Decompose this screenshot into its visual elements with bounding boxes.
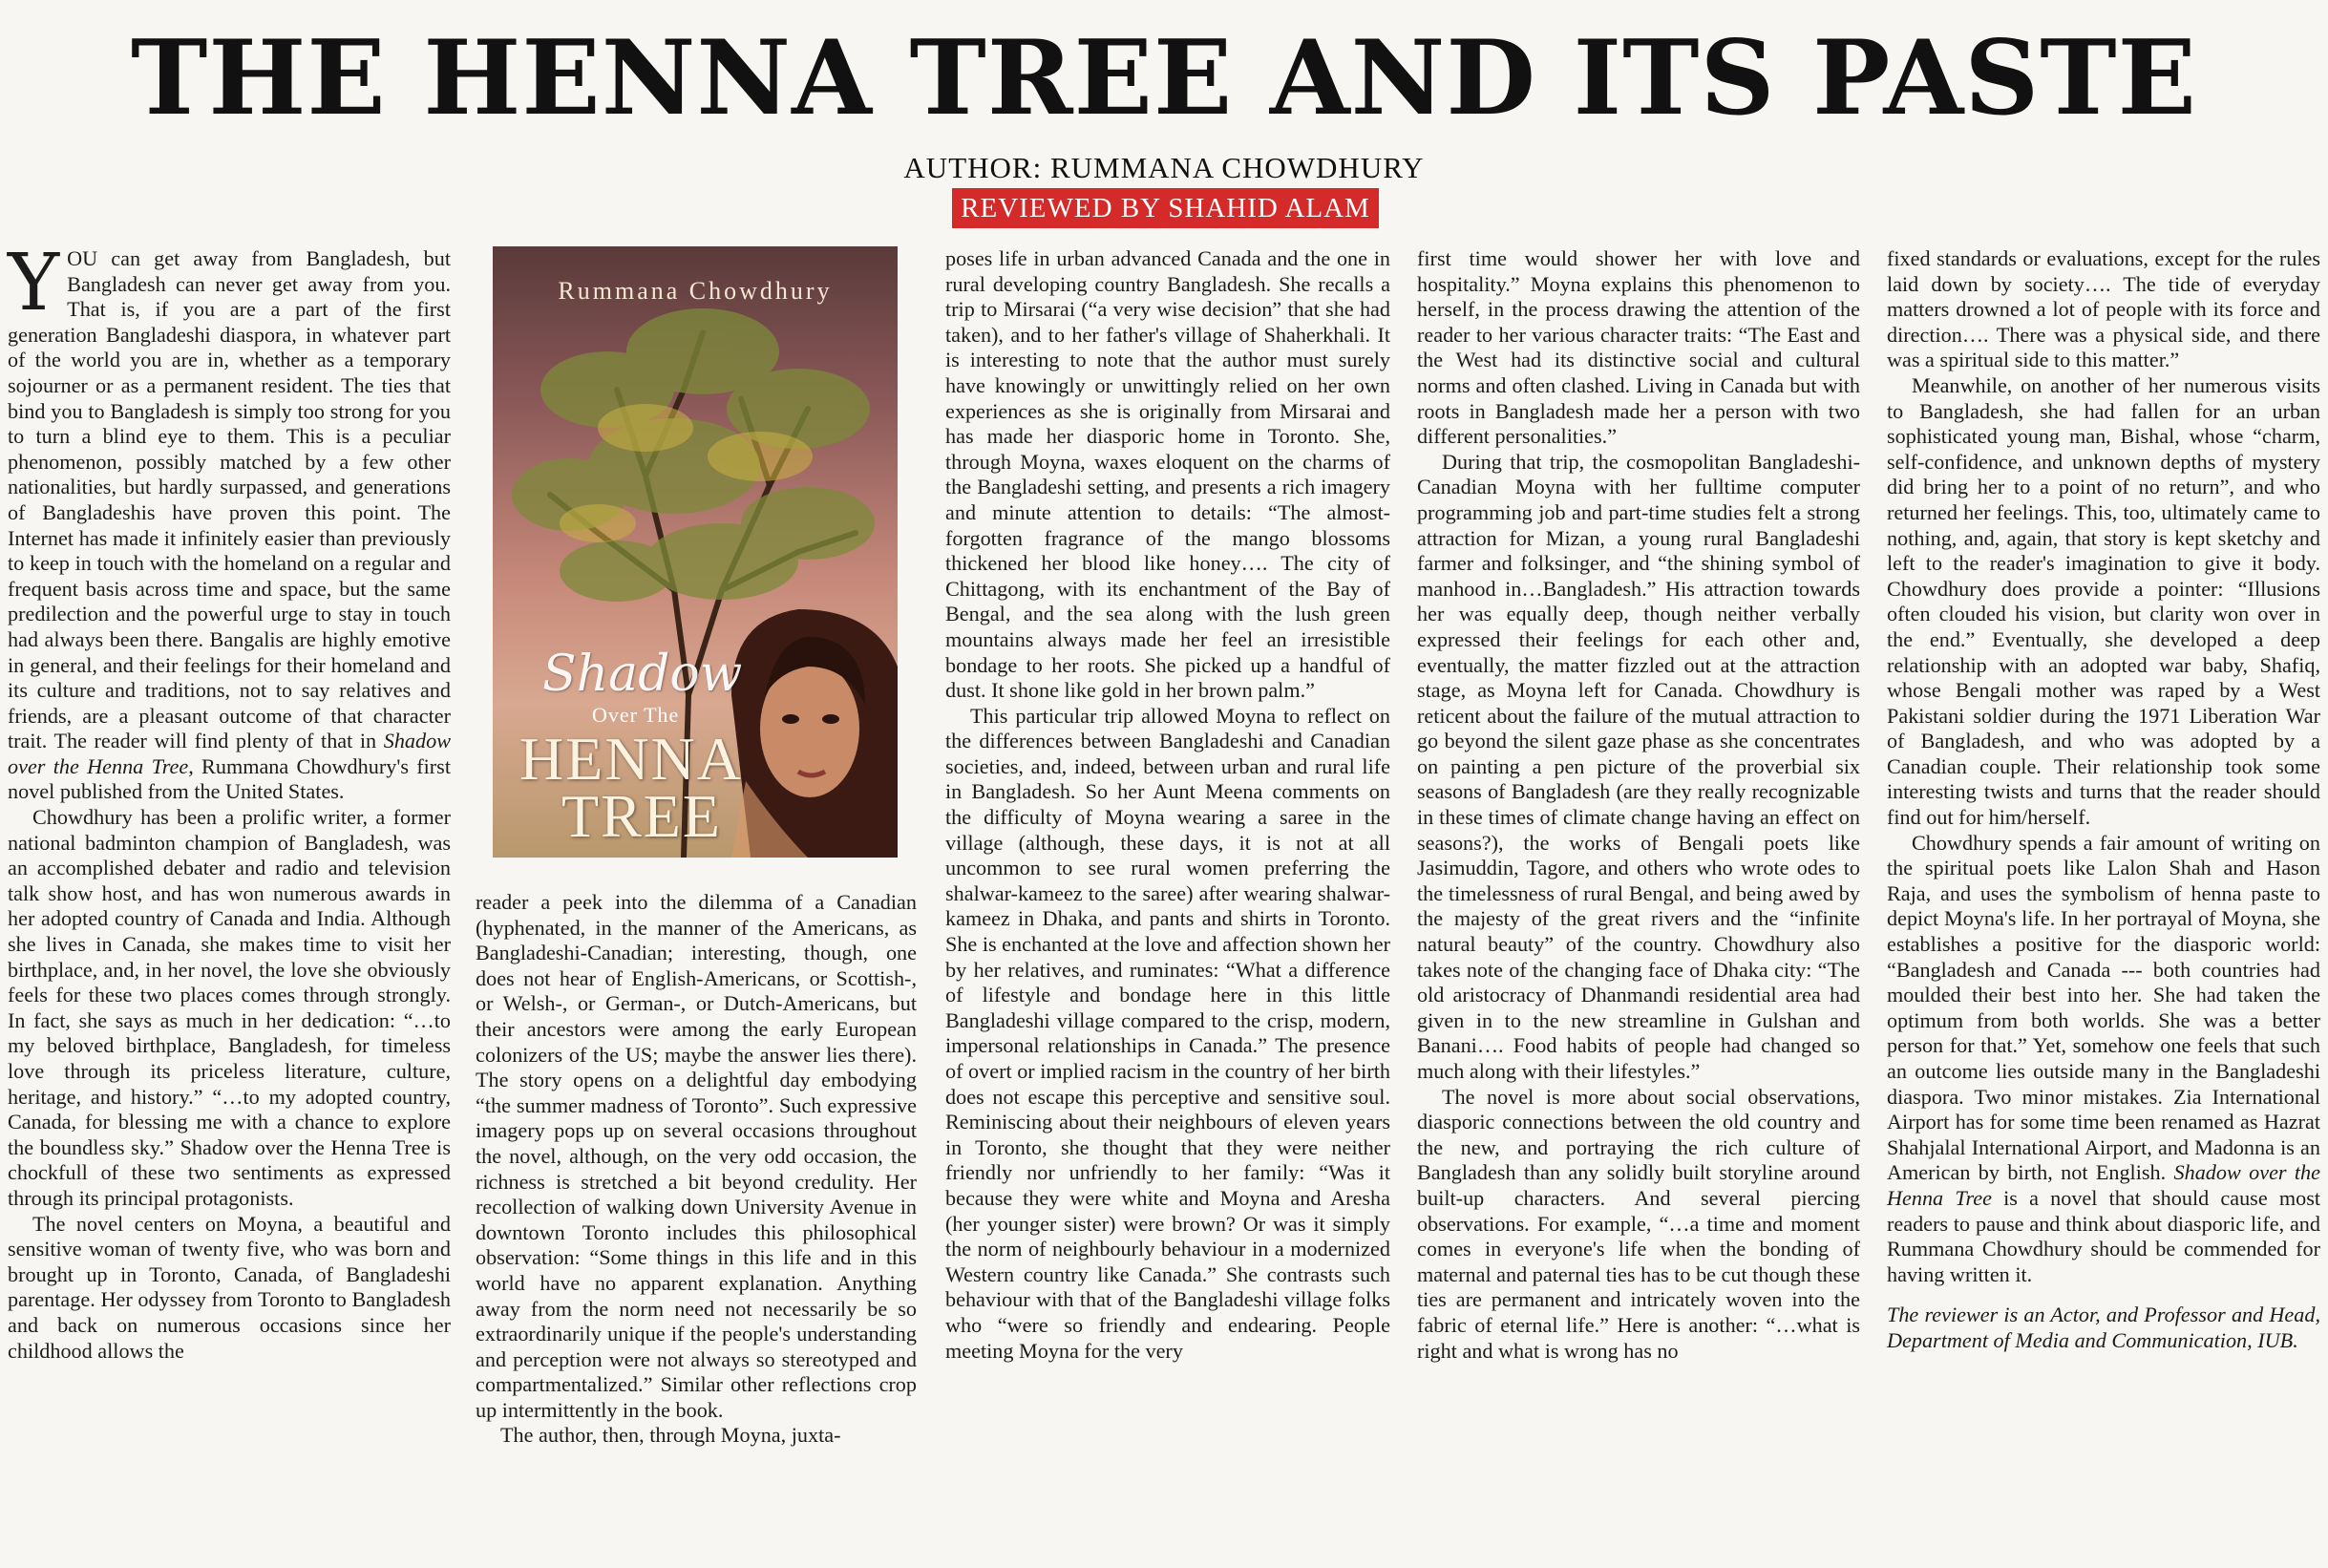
paragraph: Chowdhury has been a prolific writer, a former national badminton champion of Bangladesh, was an accomplished debater and radio and television talk show host, and has won numerous awards in her adopted country of Canada and India. Although she lives in Canada, she makes time to visit her birthplace, and, in her novel, the love she obviously feels for these two places comes through strongly. In fact, she says as much in her dedication: “…to my beloved birthplace, Bangladesh, for timeless love through its priceless literature, culture, heritage, and history.” “…to my adopted country, Canada, for blessing me with a chance to explore the boundless sky.” Shadow over the Henna Tree is chockfull of these two sentiments as expressed through its principal protagonists. — [8, 805, 451, 1210]
reviewer-badge: REVIEWED BY SHAHID ALAM — [952, 188, 1379, 228]
cover-author: Rummana Chowdhury — [558, 277, 833, 305]
author-line: AUTHOR: RUMMANA CHOWDHURY — [903, 151, 1425, 184]
paragraph: During that trip, the cosmopolitan Bangladeshi-Canadian Moyna with her fulltime computer programming job and part-time studies felt a strong attraction for Mizan, a young rural Bangladeshi farmer and folksinger, and “the shining symbol of manhood in…Bangladesh.” His attraction towards her was equally deep, though neither verbally expressed their feelings for each other and, eventually, the matter fizzled out at the attraction stage, as Moyna left for Canada. Chowdhury is reticent about the failure of the mutual attraction to go beyond the silent gaze phase as she concentrates on painting a pen picture of the proverbial six seasons of Bangladesh (are they really recognizable in these times of climate change having an effect on seasons?), the works of Bengali poets like Jasimuddin, Tagore, and others who wrote odes to the timelessness of rural Bengal, and being awed by the majesty of the great rivers and the “infinite natural beauty” of the country. Chowdhury also takes note of the changing face of Dhaka city: “The old aristocracy of Dhanmandi residential area had given in to the new streamline in Gulshan and Banani…. Food habits of people had changed so much along with their lifestyles.” — [1417, 449, 1860, 1083]
paragraph: The author, then, through Moyna, juxta- — [500, 1423, 841, 1448]
paragraph: fixed standards or evaluations, except for the rules laid down by society…. The tide of everyday matters drowned a lot of people with its force and direction…. There was a physical side, and there was a spiritual side to this matter.” — [1887, 246, 2320, 372]
cover-title-tree: TREE — [561, 782, 722, 850]
paragraph: The novel centers on Moyna, a beautiful and sensitive woman of twenty five, who was born and brought up in Toronto, Canada, of Bangladeshi parentage. Her odyssey from Toronto to Bangladesh and back on numerous occasions since her childhood allows the — [8, 1211, 451, 1363]
paragraph: YOU can get away from Bangladesh, but Bangladesh can never get away from you. That is, if you are a part of the first generation Bangladeshi diaspora, in whatever part of the world you are in, whether as a temporary sojourner or as a permanent resident. The ties that bind you to Bangladesh is simply too strong for you to turn a blind eye to them. This is a peculiar phenomenon, possibly matched by a few other nationalities, but hardly surpassed, and generations of Bangladeshis have proven this point. The Internet has made it infinitely easier than previously to keep in touch with the homeland on a regular and frequent basis across time and space, but the same predilection and the powerful urge to stay in touch had always been there. Bangalis are highly emotive in general, and their feelings for their homeland and its culture and traditions, not to say relatives and friends, are a pleasant outcome of that character trait. The reader will find plenty of that in Shadow over the Henna Tree, Rummana Chowdhury's first novel published from the United States. — [8, 238, 451, 804]
cover-title-over-the: Over The — [592, 703, 680, 727]
paragraph: Chowdhury spends a fair amount of writing on the spiritual poets like Lalon Shah and Hason Raja, and uses the symbolism of henna paste to depict Moyna's life. In her portrayal of Moyna, she establishes a positive for the diasporic world: “Bangladesh and Canada --- both countries had moulded their best into her. She had taken the optimum from both worlds. She was a better person for that.” Yet, somehow one feels that such an outcome lies outside many in the Bangladeshi diaspora. Two minor mistakes. Zia International Airport has for some time been renamed as Hazrat Shahjalal International Airport, and Madonna is an American by birth, not English. Shadow over the Henna Tree is a novel that should cause most readers to pause and think about diasporic life, and Rummana Chowdhury should be commended for having written it. — [1887, 830, 2320, 1286]
reviewer-credit: The reviewer is an Actor, and Professor and Head, Department of Media and Communication, IUB. — [1887, 1303, 2320, 1352]
column-2 — [476, 890, 917, 1449]
book-title: Shadow over the Henna Tree — [1887, 1160, 2320, 1210]
paragraph: Meanwhile, on another of her numerous visits to Bangladesh, she had fallen for an urban sophisticated young man, Bishal, whose “charm, self-confidence, and unknown depths of mystery did bring her to a point of no return”, and who returned her feelings. This, too, ultimately came to nothing, and, again, that story is kept sketchy and left to the reader's imagination to give it body. Chowdhury does provide a pointer: “Illusions often clouded his vision, but clarity won over in the end.” Eventually, she developed a deep relationship with an adopted war baby, Shafiq, whose Bengali mother was raped by a West Pakistani soldier during the 1971 Liberation War of Bangladesh, and who was adopted by a Canadian couple. Their relationship took some interesting twists and turns that the reader should find out for him/herself. — [1887, 372, 2320, 830]
column-5 — [1887, 246, 2320, 1354]
paragraph: The novel is more about social observations, diasporic connections between the old country and the new, and portraying the rich culture of Bangladesh than any solidly built storyline around built-up characters. And several piercing observations. For example, “…a time and moment comes in everyone's life when the bonding of maternal and paternal ties has to be cut though these ties are permanent and intricately woven into the fabric of eternal life.” Here is another: “…what is right and what is wrong has no — [1417, 1084, 1860, 1363]
paragraph: This particular trip allowed Moyna to reflect on the differences between Bangladeshi and Canadian societies, and, indeed, between urban and rural life in Bangladesh. So her Aunt Meena comments on the difficulty of Moyna wearing a saree in the village (although, these days, it is not at all uncommon to see rural women preferring the shalwar-kameez to the saree) after wearing shalwar-kameez in Dhaka, and pants and shirts in Toronto. She is enchanted at the love and affection shown her by her relatives, and ruminates: “What a difference of lifestyle and bondage here in this little Bangladeshi village compared to the crisp, modern, impersonal relationships in Canada.” The presence of overt or implied racism in the country of her birth does not escape this perceptive and sensitive soul. Reminiscing about their neighbours of eleven years in Toronto, she thought that they were neither friendly nor unfriendly to her family: “Was it because they were white and Moyna and Aresha (her younger sister) were brown? Or was it simply the norm of neighbourly behaviour in a modernized Western country like Canada.” She contrasts such behaviour with that of the Bangladeshi village folks who “were so friendly and endearing. People meeting Moyna for the very — [945, 703, 1390, 1363]
book-title: Shadow over the Henna Tree — [8, 729, 451, 778]
book-cover-image — [493, 246, 898, 858]
headline: THE HENNA TREE AND ITS PASTE — [131, 18, 2197, 138]
column-3 — [945, 246, 1390, 1364]
paragraph: reader a peek into the dilemma of a Canadian (hyphenated, in the manner of the Americans, as Bangladeshi-Canadian; interesting, though, one does not hear of English-Americans, or Scottish-, or Welsh-, or German-, or Dutch-Americans, but their ancestors were among the early European colonizers of the US; maybe the answer lies there). The story opens on a delightful day embodying “the summer madness of Toronto”. Such expressive imagery pops up on several occasions throughout the novel, although, on the very odd occasion, the richness is stretched a bit beyond credulity. Her recollection of walking down University Avenue in downtown Toronto includes this philosophical observation: “Some things in this life and in this world have no apparent explanation. Anything away from the norm need not necessarily be so extraordinarily unique if the people's understanding and perception were not always so stereotyped and compartmentalized.” Similar other reflections crop up intermittently in the book. — [476, 890, 917, 1422]
cover-title-henna: HENNA — [519, 725, 743, 793]
paragraph: first time would shower her with love and hospitality.” Moyna explains this phenomenon to herself, in the process drawing the attention of the reader to her various character traits: “The East and the West had its distinctive social and cultural norms and often clashed. Living in Canada but with roots in Bangladesh made her a person with two different personalities.” — [1417, 246, 1860, 449]
column-4 — [1417, 246, 1860, 1364]
cover-title-shadow: Shadow — [542, 646, 743, 703]
paragraph: poses life in urban advanced Canada and the one in rural developing country Bangladesh. She recalls a trip to Mirsarai (“a very wise decision” that she had taken), and to her father's village of Shaherkhali. It is interesting to note that the author must surely have knowingly or unwittingly relied on her own experiences as she is originally from Mirsarai and has made her diasporic home in Toronto. She, through Moyna, waxes eloquent on the charms of the Bangladeshi setting, and presents a rich imagery and minute attention to details: “The almost-forgotten fragrance of the mango blossoms thickened her blood like honey…. The city of Chittagong, with its enchantment of the Bay of Bengal, and the sea along with the lush green mountains always made her feel an irresistible bondage to her roots. She picked up a handful of dust. It shone like gold in her brown palm.” — [945, 246, 1390, 703]
column-1 — [8, 238, 451, 1364]
drop-cap: Y — [8, 238, 60, 328]
